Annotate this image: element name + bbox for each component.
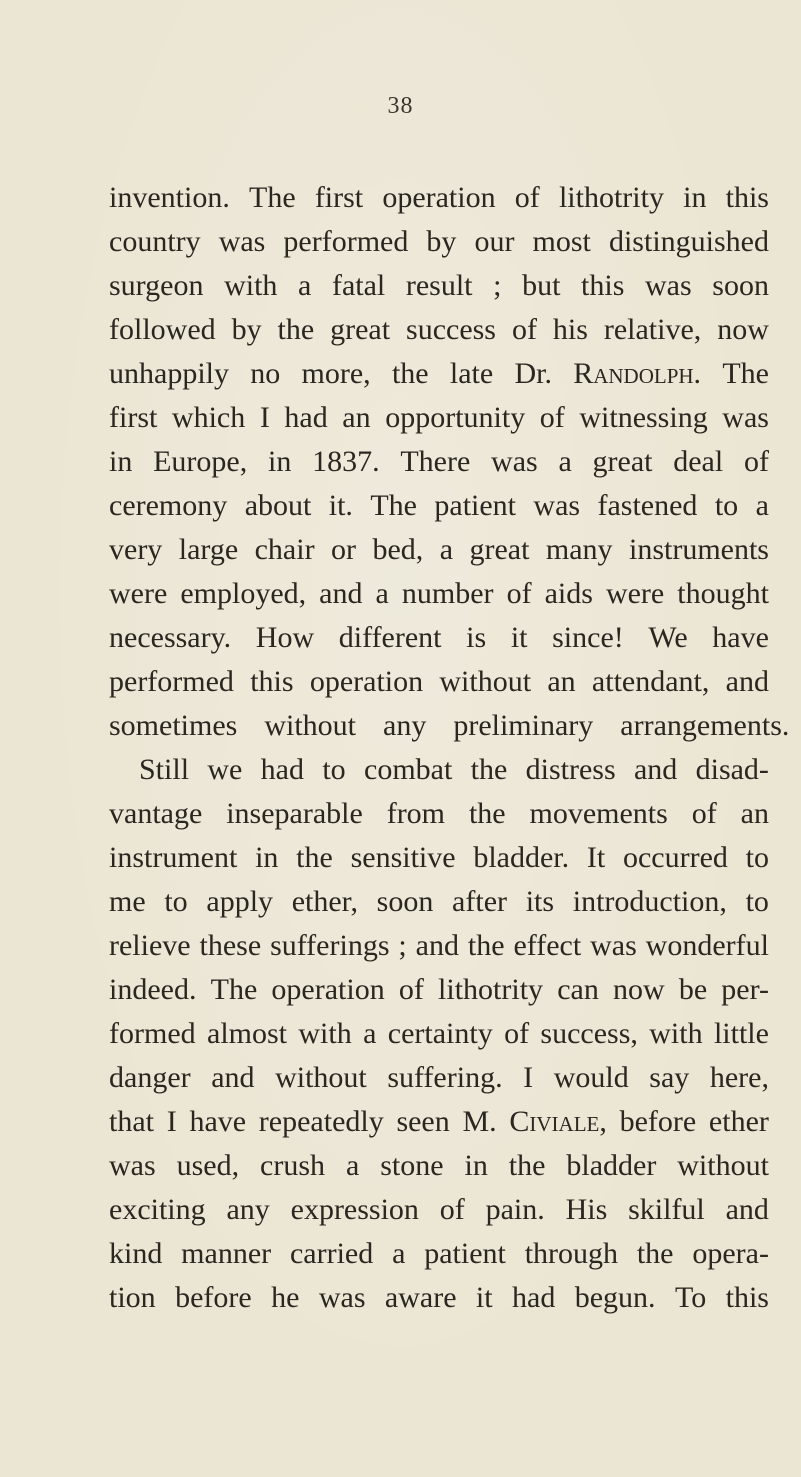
text-line <box>109 308 769 352</box>
word: to <box>745 885 769 918</box>
word: have <box>189 1105 247 1138</box>
word: most <box>532 225 591 258</box>
word: preliminary <box>453 709 594 742</box>
text-line <box>109 616 769 660</box>
word: about <box>244 489 312 522</box>
text-line <box>109 792 769 836</box>
word: I <box>259 401 270 434</box>
word: distress <box>525 753 616 786</box>
word: me <box>109 885 146 918</box>
word: sufferings <box>270 929 390 962</box>
word: opportunity <box>385 401 526 434</box>
text-line <box>109 836 769 880</box>
word: of <box>504 1017 530 1050</box>
text-line <box>109 572 769 616</box>
word: it. <box>328 489 353 522</box>
word: stone <box>380 1149 444 1182</box>
text-line <box>109 220 769 264</box>
word: to <box>745 841 769 874</box>
word: Dr. <box>514 357 552 390</box>
word: chair <box>254 533 315 566</box>
word: bladder. <box>473 841 570 874</box>
word: formed <box>109 1017 196 1050</box>
text-line <box>109 1232 769 1276</box>
word: its <box>525 885 555 918</box>
word: was <box>533 489 581 522</box>
text-line <box>109 748 769 792</box>
text-line <box>109 1056 769 1100</box>
text-line <box>109 484 769 528</box>
word: have <box>712 621 769 654</box>
word: the <box>296 841 333 874</box>
word: the <box>636 1237 674 1270</box>
word: was <box>109 1149 156 1182</box>
word: relieve <box>109 929 191 962</box>
word: be <box>678 973 708 1006</box>
word: was <box>645 269 692 302</box>
word: occurred <box>622 841 728 874</box>
word: indeed. <box>109 973 197 1006</box>
word: seen <box>396 1105 450 1138</box>
word: but <box>522 269 561 302</box>
word: ; <box>493 269 502 302</box>
text-line <box>109 1144 769 1188</box>
text-line <box>109 396 769 440</box>
word: skilful <box>628 1193 705 1226</box>
word: any <box>226 1193 270 1226</box>
word: witnessing <box>579 401 708 434</box>
word: of <box>506 577 532 610</box>
word: very <box>109 533 163 566</box>
word: employed, <box>180 577 307 610</box>
text-line <box>109 1012 769 1056</box>
word: bed, <box>372 533 424 566</box>
word: crush <box>260 1149 326 1182</box>
word: disad- <box>695 753 769 786</box>
word: by <box>231 313 262 346</box>
word: were <box>605 577 665 610</box>
word: The <box>722 357 769 390</box>
word: and <box>633 753 678 786</box>
word: were <box>109 577 168 610</box>
word: to <box>164 885 188 918</box>
text-line <box>109 528 769 572</box>
text-line <box>109 1100 769 1144</box>
word: and <box>725 1193 769 1226</box>
word: combat <box>364 753 453 786</box>
word: soon <box>712 269 769 302</box>
word: a <box>345 1149 360 1182</box>
word: certainty <box>387 1017 493 1050</box>
word: apply <box>206 885 274 918</box>
word: It <box>586 841 606 874</box>
word: per- <box>721 973 769 1006</box>
word: a <box>558 445 572 478</box>
text-line <box>109 968 769 1012</box>
word: a <box>392 1237 406 1270</box>
word: by <box>426 225 457 258</box>
word: tion <box>109 1281 156 1314</box>
word: first <box>109 401 158 434</box>
word: M. <box>462 1105 497 1138</box>
word: was <box>590 929 637 962</box>
word: performed <box>109 665 234 698</box>
word: relative, <box>603 313 702 346</box>
word: many <box>545 533 613 566</box>
word: inseparable <box>226 797 363 830</box>
word: The <box>210 973 258 1006</box>
word: now <box>717 313 769 346</box>
word: aids <box>544 577 593 610</box>
word: an <box>342 401 371 434</box>
word: of <box>511 313 537 346</box>
word: the <box>277 313 315 346</box>
text-line <box>109 1276 769 1320</box>
word: had <box>284 401 328 434</box>
word: success <box>406 313 496 346</box>
text-line <box>109 704 790 748</box>
word: opera- <box>692 1237 769 1270</box>
word: more, <box>301 357 371 390</box>
word: before <box>175 1281 252 1314</box>
word: We <box>648 621 688 654</box>
word: an <box>547 665 576 698</box>
word: The <box>370 489 417 522</box>
word: a <box>439 533 454 566</box>
word: no <box>250 357 281 390</box>
word: these <box>199 929 262 962</box>
word: in <box>464 1149 488 1182</box>
word: of <box>539 401 565 434</box>
word: before <box>619 1105 697 1138</box>
word: a <box>755 489 769 522</box>
word: danger <box>109 1061 191 1094</box>
word: great <box>592 445 653 478</box>
word: of <box>743 445 769 478</box>
word: bladder <box>566 1149 657 1182</box>
text-line <box>109 440 769 484</box>
word: with <box>298 1017 352 1050</box>
word: carried <box>289 1237 374 1270</box>
word: a <box>298 269 312 302</box>
word: lithotrity <box>558 181 664 214</box>
word: through <box>524 1237 619 1270</box>
word: kind <box>109 1237 163 1270</box>
word: the <box>508 1149 546 1182</box>
word: he <box>271 1281 300 1314</box>
word: manner <box>181 1237 272 1270</box>
word: sensitive <box>350 841 456 874</box>
word: thought <box>677 577 769 610</box>
small-caps-name: Randolph. <box>573 357 702 390</box>
word: without <box>439 665 532 698</box>
word: necessary. <box>109 621 232 654</box>
word: His <box>565 1193 608 1226</box>
word: a <box>363 1017 377 1050</box>
word: and <box>415 929 459 962</box>
word: any <box>383 709 427 742</box>
word: with <box>224 269 278 302</box>
word: How <box>255 621 315 654</box>
text-line <box>109 1188 769 1232</box>
word: first <box>314 181 364 214</box>
word: result <box>405 269 473 302</box>
word: is <box>466 621 487 654</box>
word: this <box>725 181 769 214</box>
word: vantage <box>109 797 203 830</box>
word: had <box>260 753 304 786</box>
word: can <box>557 973 599 1006</box>
word: of <box>439 1193 465 1226</box>
word: late <box>449 357 494 390</box>
text-line <box>109 176 769 220</box>
word: or <box>331 533 357 566</box>
word: deal <box>673 445 724 478</box>
word: introduction, <box>572 885 727 918</box>
small-caps-name: Civiale, <box>509 1105 607 1138</box>
word: operation <box>271 973 385 1006</box>
word: in <box>255 841 279 874</box>
word: since! <box>552 621 624 654</box>
word: this <box>581 269 625 302</box>
word: ; <box>398 929 407 962</box>
word: little <box>713 1017 769 1050</box>
word: that <box>109 1105 154 1138</box>
word: To <box>674 1281 707 1314</box>
word: wonderful <box>645 929 769 962</box>
word: this <box>725 1281 769 1314</box>
word: patient <box>434 489 517 522</box>
word: surgeon <box>109 269 204 302</box>
word: great <box>469 533 530 566</box>
word: ether <box>708 1105 769 1138</box>
word: in <box>683 181 707 214</box>
word: here, <box>709 1061 769 1094</box>
word: soon <box>376 885 434 918</box>
word: The <box>249 181 296 214</box>
word: fatal <box>331 269 386 302</box>
word: movements <box>529 797 668 830</box>
word: I <box>523 1061 534 1094</box>
word: instruments <box>628 533 769 566</box>
word: patient <box>424 1237 506 1270</box>
word: pain. <box>485 1193 545 1226</box>
word: without <box>677 1149 769 1182</box>
word: arrangements. <box>620 709 790 742</box>
word: would <box>553 1061 629 1094</box>
word: I <box>166 1105 177 1138</box>
word: of <box>514 181 540 214</box>
word: There <box>400 445 471 478</box>
word: country <box>109 225 201 258</box>
word: of <box>691 797 717 830</box>
word: the <box>467 929 505 962</box>
word: ether, <box>291 885 358 918</box>
word: to <box>714 489 739 522</box>
word: effect <box>513 929 582 962</box>
word: had <box>512 1281 556 1314</box>
word: followed <box>109 313 216 346</box>
word: this <box>250 665 294 698</box>
word: to <box>322 753 346 786</box>
word: large <box>178 533 239 566</box>
word: performed <box>283 225 409 258</box>
body-text <box>109 176 790 1320</box>
word: operation <box>382 181 496 214</box>
word: operation <box>309 665 424 698</box>
word: different <box>338 621 442 654</box>
word: from <box>386 797 446 830</box>
word: great <box>330 313 391 346</box>
word: now <box>612 973 665 1006</box>
text-line <box>109 880 769 924</box>
word: and <box>211 1061 255 1094</box>
word: unhappily <box>109 357 229 390</box>
word: exciting <box>109 1193 206 1226</box>
word: attendant, <box>591 665 710 698</box>
word: was <box>722 401 769 434</box>
word: sometimes <box>109 709 238 742</box>
word: without <box>275 1061 367 1094</box>
word: Still <box>139 753 190 786</box>
word: in <box>109 445 133 478</box>
word: of <box>398 973 424 1006</box>
word: suffering. <box>387 1061 503 1094</box>
word: in <box>267 445 292 478</box>
word: was <box>218 225 266 258</box>
word: which <box>171 401 246 434</box>
word: we <box>207 753 243 786</box>
page-number: 38 <box>387 93 414 119</box>
text-line <box>109 924 769 968</box>
word: 1837. <box>312 445 380 478</box>
word: repeatedly <box>258 1105 384 1138</box>
word: our <box>474 225 515 258</box>
word: invention. <box>109 181 230 214</box>
word: Europe, <box>153 445 248 478</box>
word: number <box>401 577 494 610</box>
text-line <box>109 660 769 704</box>
word: the <box>468 797 506 830</box>
word: lithotrity <box>438 973 544 1006</box>
word: without <box>264 709 356 742</box>
word: distinguished <box>608 225 769 258</box>
word: and <box>319 577 363 610</box>
word: was <box>318 1281 366 1314</box>
word: the <box>391 357 429 390</box>
word: it <box>510 621 528 654</box>
word: almost <box>207 1017 287 1050</box>
text-line <box>109 352 769 396</box>
word: used, <box>176 1149 240 1182</box>
word: his <box>552 313 588 346</box>
word: say <box>649 1061 690 1094</box>
word: and <box>725 665 769 698</box>
word: fastened <box>597 489 698 522</box>
word: ceremony <box>109 489 228 522</box>
word: with <box>649 1017 703 1050</box>
text-line <box>109 264 769 308</box>
word: it <box>475 1281 493 1314</box>
word: an <box>740 797 769 830</box>
word: success, <box>540 1017 638 1050</box>
word: expression <box>290 1193 419 1226</box>
word: begun. <box>574 1281 656 1314</box>
word: was <box>491 445 538 478</box>
word: after <box>452 885 507 918</box>
word: instrument <box>109 841 238 874</box>
word: aware <box>384 1281 457 1314</box>
word: a <box>375 577 389 610</box>
word: the <box>470 753 508 786</box>
